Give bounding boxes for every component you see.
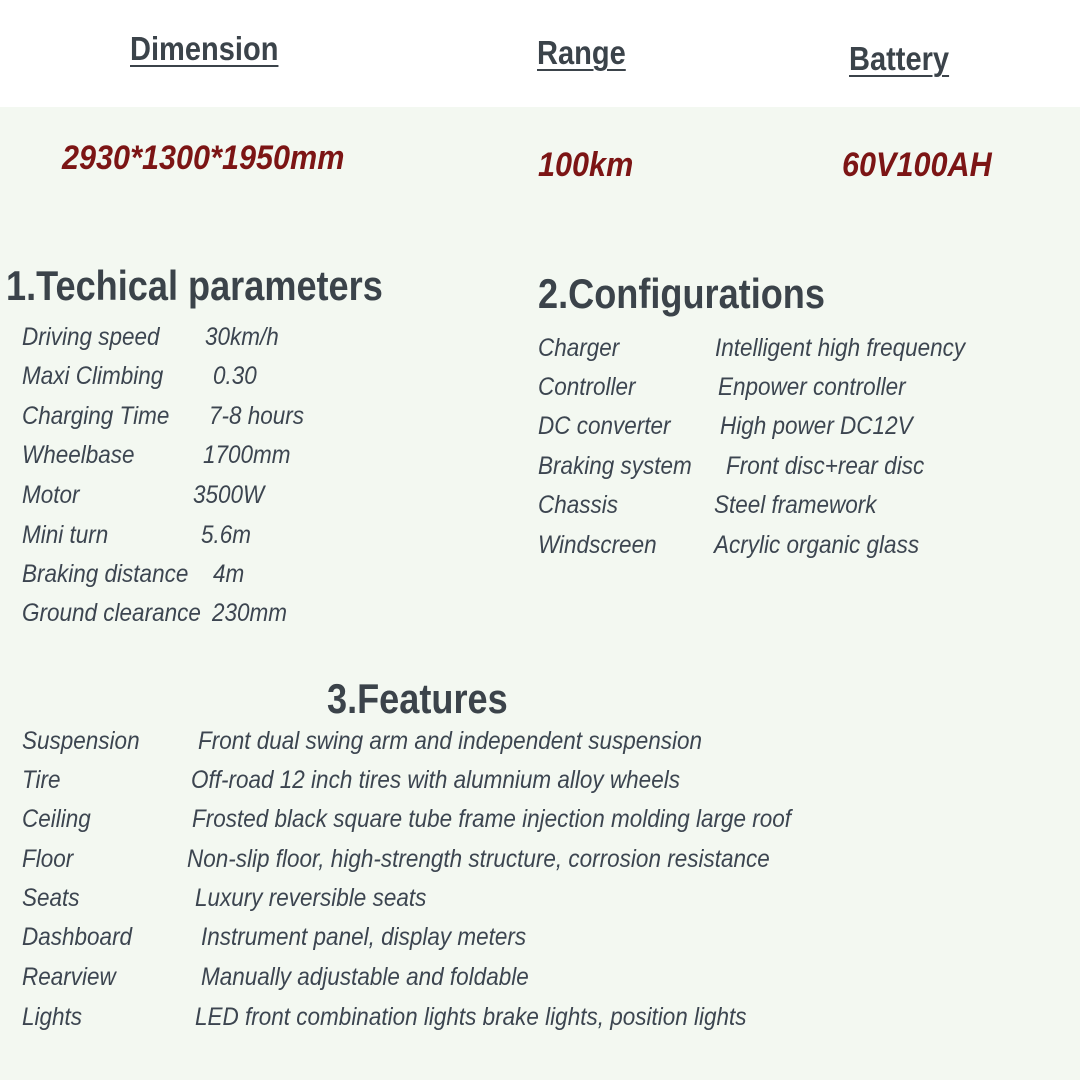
configuration-row-value: Intelligent high frequency: [715, 334, 966, 362]
features-title: 3.Features: [327, 675, 508, 722]
configuration-row-value: Steel framework: [714, 491, 877, 519]
feature-row-value: Frosted black square tube frame injection molding large roof: [192, 805, 792, 833]
dimension-header: Dimension: [130, 30, 279, 67]
feature-row-value: Instrument panel, display meters: [201, 923, 527, 951]
feature-row-label: Lights: [22, 1003, 83, 1031]
technical-row-label: Mini turn: [22, 521, 109, 549]
technical-row-label: Driving speed: [22, 323, 160, 351]
battery-header: Battery: [849, 40, 950, 77]
configuration-row-value: Enpower controller: [718, 373, 906, 401]
feature-row-label: Seats: [22, 884, 80, 912]
technical-row-value: 5.6m: [201, 521, 252, 549]
technical-row-label: Ground clearance: [22, 599, 201, 627]
configuration-row-label: Controller: [538, 373, 636, 401]
technical-title: 1.Techical parameters: [6, 262, 383, 309]
configuration-row-label: Braking system: [538, 452, 692, 480]
technical-row-label: Charging Time: [22, 402, 170, 430]
configurations-title: 2.Configurations: [538, 270, 825, 317]
feature-row-value: Non-slip floor, high-strength structure, corrosion resistance: [187, 845, 770, 873]
feature-row-label: Tire: [22, 766, 61, 794]
configuration-row-value: Acrylic organic glass: [714, 531, 920, 559]
range-value: 100km: [538, 146, 634, 184]
configuration-row-value: Front disc+rear disc: [726, 452, 925, 480]
feature-row-label: Rearview: [22, 963, 116, 991]
configuration-row-value: High power DC12V: [720, 412, 913, 440]
feature-row-value: Front dual swing arm and independent suspension: [198, 727, 703, 755]
technical-row-value: 230mm: [212, 599, 288, 627]
content-band: [0, 107, 1080, 1080]
configuration-row-label: Windscreen: [538, 531, 657, 559]
technical-row-value: 0.30: [213, 362, 257, 390]
feature-row-label: Floor: [22, 845, 74, 873]
feature-row-label: Ceiling: [22, 805, 91, 833]
feature-row-value: Manually adjustable and foldable: [201, 963, 529, 991]
technical-row-label: Braking distance: [22, 560, 189, 588]
configuration-row-label: Charger: [538, 334, 620, 362]
feature-row-value: LED front combination lights brake lights, position lights: [195, 1003, 747, 1031]
technical-row-label: Wheelbase: [22, 441, 135, 469]
feature-row-value: Luxury reversible seats: [195, 884, 427, 912]
range-header: Range: [537, 34, 626, 71]
battery-value: 60V100AH: [842, 146, 992, 184]
configuration-row-label: DC converter: [538, 412, 671, 440]
technical-row-value: 30km/h: [205, 323, 279, 351]
technical-row-value: 7-8 hours: [209, 402, 305, 430]
dimension-value: 2930*1300*1950mm: [62, 139, 345, 177]
feature-row-label: Dashboard: [22, 923, 133, 951]
technical-row-value: 3500W: [193, 481, 265, 509]
feature-row-value: Off-road 12 inch tires with alumnium alloy wheels: [191, 766, 680, 794]
technical-row-label: Motor: [22, 481, 80, 509]
technical-row-label: Maxi Climbing: [22, 362, 164, 390]
feature-row-label: Suspension: [22, 727, 140, 755]
configuration-row-label: Chassis: [538, 491, 619, 519]
technical-row-value: 4m: [213, 560, 245, 588]
technical-row-value: 1700mm: [203, 441, 291, 469]
